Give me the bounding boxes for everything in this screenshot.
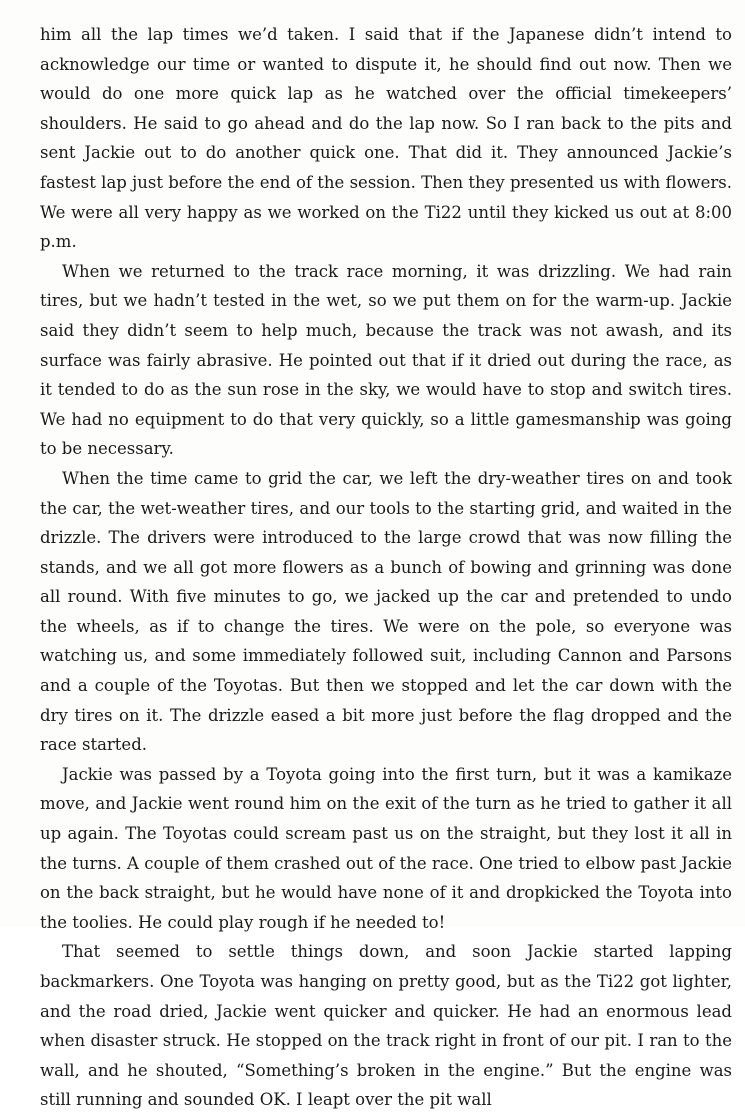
- paragraph-race-morning: When we returned to the track race morning, it was drizzling. We had rain tires, but we hadn’t tested in the wet, so we put them on for the warm-up. Jackie said they didn’t seem to help much, because the track was not awash, and its surface was fairly abrasive. He pointed out that if it dried out during the race, as it tended to do as the sun rose in the sky, we would have to stop and switch tires. We had no equipment to do that very quickly, so a little gamesmanship was going to be necessary.: [40, 261, 732, 459]
- paragraph-continuation: him all the lap times we’d taken. I said that if the Japanese didn’t intend to acknowledge our time or wanted to dispute it, he should find out now. Then we would do one more quick lap as he watched over the official timekeepers’ shoulders. He said to go ahead and do the lap now. So I ran back to the pits and sent Jackie out to do another quick one. That did it. They announced Jackie’s fastest lap just before the end of the session. Then they presented us with flowers. We were all very happy as we worked on the Ti22 until they kicked us out at 8:00 p.m.: [40, 25, 732, 252]
- paragraph-first-turn: Jackie was passed by a Toyota going into the first turn, but it was a kamikaze move, and Jackie went round him on the exit of the turn as he tried to gather it all up again. The Toyotas could scream past us on the straight, but they lost it all in the turns. A couple of them crashed out of the race. One tried to elbow past Jackie on the back straight, but he would have none of it and dropkicked the Toyota into the toolies. He could play rough if he needed to!: [40, 764, 732, 932]
- paragraph-grid: When the time came to grid the car, we left the dry-weather tires on and took the car, the wet-weather tires, and our tools to the starting grid, and waited in the drizzle. The drivers were introduced to the large crowd that was now filling the stands, and we all got more flowers as a bunch of bowing and grinning was done all round. With five minutes to go, we jacked up the car and pretended to undo the wheels, as if to change the tires. We were on the pole, so everyone was watching us, and some immediately followed suit, including Cannon and Parsons and a couple of the Toyotas. But then we stopped and let the car down with the dry tires on it. The drizzle eased a bit more just before the flag dropped and the race started.: [40, 468, 732, 755]
- body-text: [40, 20, 732, 1115]
- paragraph-lapping: That seemed to settle things down, and soon Jackie started lapping backmarkers. One Toyota was hanging on pretty good, but as the Ti22 got lighter, and the road dried, Jackie went quicker and quicker. He had an enormous lead when disaster struck. He stopped on the track right in front of our pit. I ran to the wall, and he shouted, “Something’s broken in the engine.” But the engine was still running and sounded OK. I leapt over the pit wall: [40, 942, 732, 1110]
